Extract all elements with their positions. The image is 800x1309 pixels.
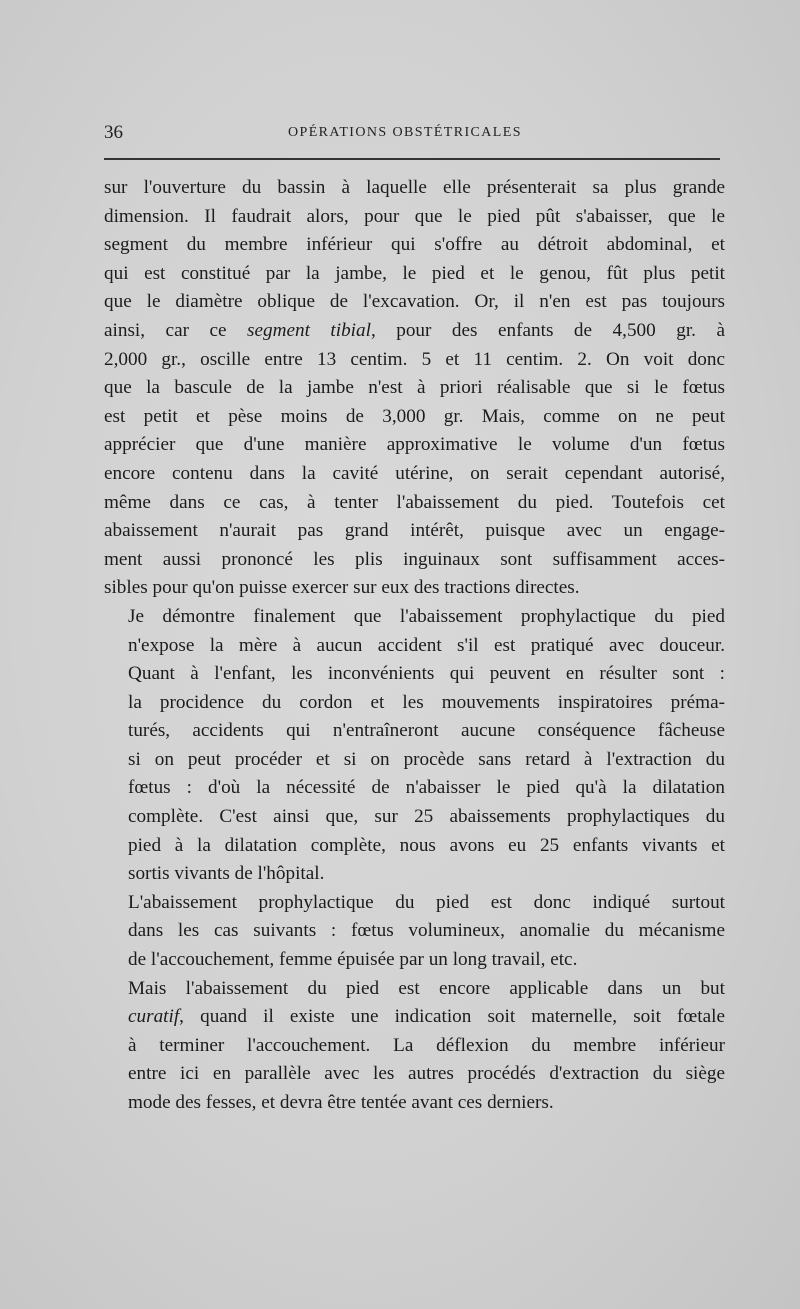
- text-line: encore contenu dans la cavité utérine, on serait cependant autorisé,: [104, 462, 725, 484]
- running-title: OPÉRATIONS OBSTÉTRICALES: [288, 125, 522, 140]
- text-line: apprécier que d'une manière approximative le volume d'un fœtus: [104, 434, 725, 456]
- page-header: [104, 118, 720, 148]
- text-line: curatif, quand il existe une indication soit maternelle, soit fœtale: [128, 1006, 725, 1028]
- text-line: la procidence du cordon et les mouvements inspiratoires préma-: [128, 691, 725, 713]
- text-line: si on peut procéder et si on procède sans retard à l'extraction du: [128, 748, 725, 770]
- text-line: est petit et pèse moins de 3,000 gr. Mais, comme on ne peut: [104, 405, 725, 427]
- paragraph: [104, 603, 725, 889]
- text-line: pied à la dilatation complète, nous avons eu 25 enfants vivants et: [128, 834, 725, 856]
- text-line: n'expose la mère à aucun accident s'il est pratiqué avec douceur.: [128, 634, 725, 656]
- body-text: [104, 174, 725, 1118]
- text-line: à terminer l'accouchement. La déflexion du membre inférieur: [128, 1034, 725, 1056]
- page-number: 36: [104, 122, 123, 143]
- text-line: Quant à l'enfant, les inconvénients qui peuvent en résulter sont :: [128, 663, 725, 685]
- text-line: ainsi, car ce segment tibial, pour des enfants de 4,500 gr. à: [104, 319, 725, 341]
- text-line: L'abaissement prophylactique du pied est donc indiqué surtout: [128, 891, 725, 913]
- text-line: sur l'ouverture du bassin à laquelle elle présenterait sa plus grande: [104, 177, 725, 198]
- paragraph: [104, 174, 725, 603]
- text-line: complète. C'est ainsi que, sur 25 abaissements prophylactiques du: [128, 806, 725, 828]
- text-line: sibles pour qu'on puisse exercer sur eux des tractions directes.: [104, 577, 580, 599]
- text-line: dimension. Il faudrait alors, pour que le pied pût s'abaisser, que le: [104, 205, 725, 227]
- text-line: segment du membre inférieur qui s'offre au détroit abdominal, et: [104, 234, 725, 256]
- text-line: qui est constitué par la jambe, le pied et le genou, fût plus petit: [104, 262, 725, 284]
- text-line: que la bascule de la jambe n'est à priori réalisable que si le fœtus: [104, 377, 725, 399]
- paragraph: [104, 889, 725, 975]
- text-line: de l'accouchement, femme épuisée par un long travail, etc.: [128, 949, 578, 971]
- text-line: 2,000 gr., oscille entre 13 centim. 5 et 11 centim. 2. On voit donc: [104, 348, 725, 370]
- text-line: entre ici en parallèle avec les autres procédés d'extraction du siège: [128, 1063, 725, 1085]
- text-line: turés, accidents qui n'entraîneront aucune conséquence fâcheuse: [128, 720, 725, 742]
- text-line: mode des fesses, et devra être tentée avant ces derniers.: [128, 1092, 554, 1113]
- text-line: que le diamètre oblique de l'excavation. Or, il n'en est pas toujours: [104, 291, 725, 313]
- paragraph: [104, 975, 725, 1118]
- text-line: dans les cas suivants : fœtus volumineux, anomalie du mécanisme: [128, 920, 725, 942]
- text-line: même dans ce cas, à tenter l'abaissement du pied. Toutefois cet: [104, 491, 725, 513]
- text-line: Je démontre finalement que l'abaissement prophylactique du pied: [128, 605, 725, 627]
- text-line: ment aussi prononcé les plis inguinaux sont suffisamment acces-: [104, 548, 725, 570]
- text-line: fœtus : d'où la nécessité de n'abaisser le pied qu'à la dilatation: [128, 777, 725, 799]
- text-line: abaissement n'aurait pas grand intérêt, puisque avec un engage-: [104, 520, 725, 542]
- text-line: sortis vivants de l'hôpital.: [128, 863, 325, 885]
- text-line: Mais l'abaissement du pied est encore applicable dans un but: [128, 977, 725, 999]
- header-rule: [104, 158, 720, 160]
